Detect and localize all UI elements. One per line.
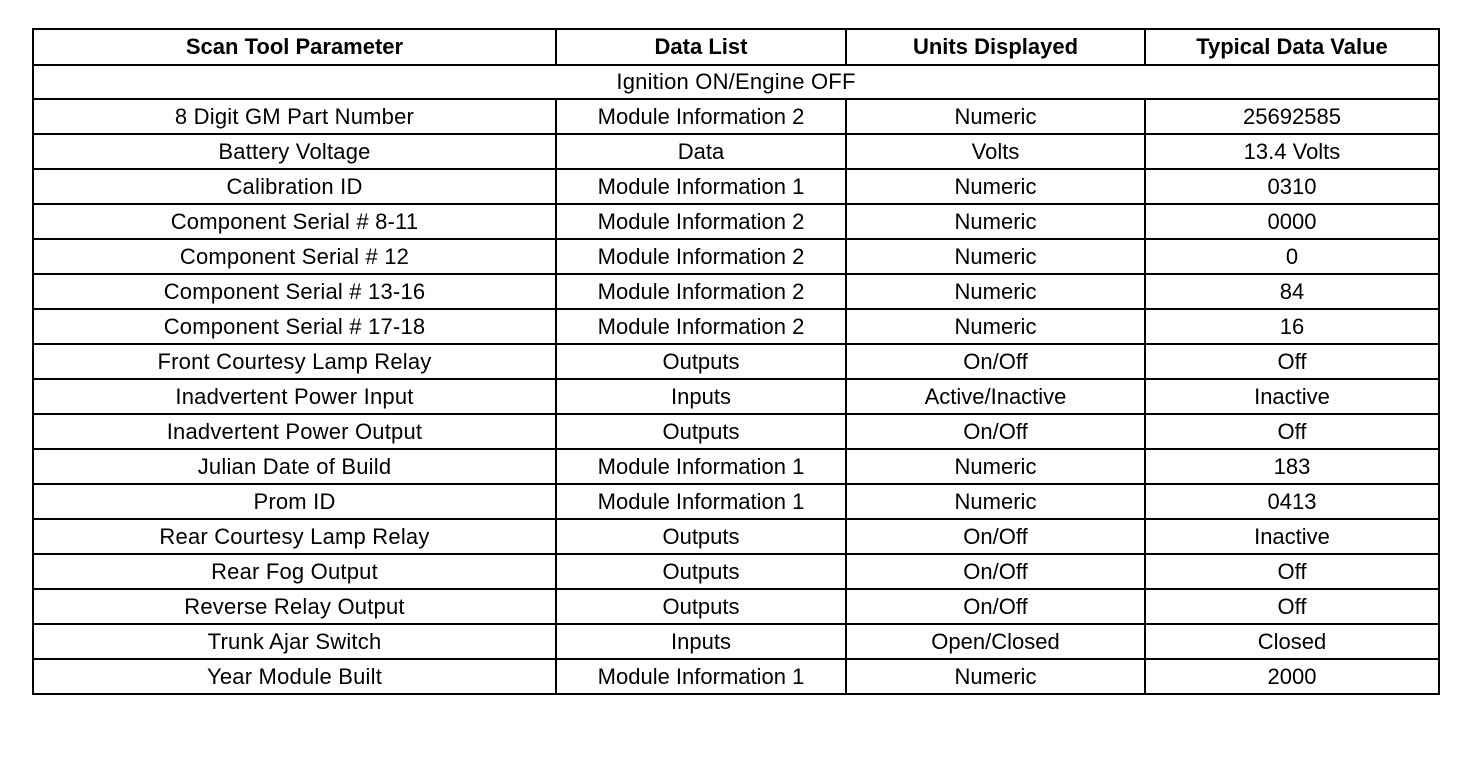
table-row bbox=[33, 449, 1439, 484]
cell-data-list: Module Information 2 bbox=[556, 239, 846, 274]
cell-typical-data-value: 84 bbox=[1145, 274, 1439, 309]
cell-units-displayed: Numeric bbox=[846, 239, 1145, 274]
cell-typical-data-value: 183 bbox=[1145, 449, 1439, 484]
cell-scan-tool-parameter: Calibration ID bbox=[33, 169, 556, 204]
cell-units-displayed: Numeric bbox=[846, 99, 1145, 134]
cell-typical-data-value: Inactive bbox=[1145, 379, 1439, 414]
cell-typical-data-value: 0413 bbox=[1145, 484, 1439, 519]
cell-scan-tool-parameter: Inadvertent Power Output bbox=[33, 414, 556, 449]
cell-scan-tool-parameter: Component Serial # 13-16 bbox=[33, 274, 556, 309]
table-row bbox=[33, 239, 1439, 274]
table-row bbox=[33, 274, 1439, 309]
cell-scan-tool-parameter: Component Serial # 17-18 bbox=[33, 309, 556, 344]
table-row bbox=[33, 169, 1439, 204]
table-row bbox=[33, 414, 1439, 449]
cell-data-list: Module Information 2 bbox=[556, 274, 846, 309]
header-scan-tool-parameter: Scan Tool Parameter bbox=[33, 29, 556, 65]
cell-units-displayed: Numeric bbox=[846, 659, 1145, 694]
cell-data-list: Module Information 1 bbox=[556, 484, 846, 519]
table-row bbox=[33, 309, 1439, 344]
cell-scan-tool-parameter: Rear Fog Output bbox=[33, 554, 556, 589]
cell-typical-data-value: 25692585 bbox=[1145, 99, 1439, 134]
cell-units-displayed: On/Off bbox=[846, 344, 1145, 379]
table-row bbox=[33, 519, 1439, 554]
cell-units-displayed: Active/Inactive bbox=[846, 379, 1145, 414]
cell-units-displayed: Numeric bbox=[846, 169, 1145, 204]
section-label: Ignition ON/Engine OFF bbox=[33, 65, 1439, 99]
cell-data-list: Outputs bbox=[556, 414, 846, 449]
cell-typical-data-value: 0310 bbox=[1145, 169, 1439, 204]
cell-data-list: Module Information 2 bbox=[556, 309, 846, 344]
cell-data-list: Module Information 2 bbox=[556, 204, 846, 239]
table-row bbox=[33, 99, 1439, 134]
cell-typical-data-value: 13.4 Volts bbox=[1145, 134, 1439, 169]
cell-typical-data-value: 0 bbox=[1145, 239, 1439, 274]
cell-data-list: Module Information 1 bbox=[556, 659, 846, 694]
cell-scan-tool-parameter: 8 Digit GM Part Number bbox=[33, 99, 556, 134]
cell-data-list: Module Information 2 bbox=[556, 99, 846, 134]
table-row bbox=[33, 204, 1439, 239]
header-row bbox=[33, 29, 1439, 65]
cell-data-list: Data bbox=[556, 134, 846, 169]
cell-data-list: Outputs bbox=[556, 344, 846, 379]
cell-units-displayed: Numeric bbox=[846, 309, 1145, 344]
cell-typical-data-value: Off bbox=[1145, 554, 1439, 589]
cell-data-list: Inputs bbox=[556, 624, 846, 659]
cell-units-displayed: On/Off bbox=[846, 519, 1145, 554]
header-data-list: Data List bbox=[556, 29, 846, 65]
table-row bbox=[33, 344, 1439, 379]
cell-typical-data-value: 16 bbox=[1145, 309, 1439, 344]
cell-scan-tool-parameter: Year Module Built bbox=[33, 659, 556, 694]
cell-units-displayed: Numeric bbox=[846, 204, 1145, 239]
header-units-displayed: Units Displayed bbox=[846, 29, 1145, 65]
cell-units-displayed: On/Off bbox=[846, 589, 1145, 624]
cell-units-displayed: Volts bbox=[846, 134, 1145, 169]
cell-data-list: Inputs bbox=[556, 379, 846, 414]
cell-data-list: Outputs bbox=[556, 519, 846, 554]
cell-typical-data-value: Off bbox=[1145, 414, 1439, 449]
table-row bbox=[33, 379, 1439, 414]
cell-data-list: Module Information 1 bbox=[556, 169, 846, 204]
table-row bbox=[33, 589, 1439, 624]
section-row bbox=[33, 65, 1439, 99]
cell-units-displayed: On/Off bbox=[846, 414, 1145, 449]
table-row bbox=[33, 624, 1439, 659]
cell-typical-data-value: Inactive bbox=[1145, 519, 1439, 554]
header-typical-data-value: Typical Data Value bbox=[1145, 29, 1439, 65]
cell-typical-data-value: 2000 bbox=[1145, 659, 1439, 694]
cell-units-displayed: Numeric bbox=[846, 449, 1145, 484]
cell-units-displayed: On/Off bbox=[846, 554, 1145, 589]
table-row bbox=[33, 484, 1439, 519]
cell-typical-data-value: Off bbox=[1145, 589, 1439, 624]
cell-typical-data-value: Off bbox=[1145, 344, 1439, 379]
scan-tool-data-table bbox=[32, 28, 1440, 695]
cell-scan-tool-parameter: Inadvertent Power Input bbox=[33, 379, 556, 414]
cell-units-displayed: Open/Closed bbox=[846, 624, 1145, 659]
cell-typical-data-value: Closed bbox=[1145, 624, 1439, 659]
cell-scan-tool-parameter: Prom ID bbox=[33, 484, 556, 519]
table-row bbox=[33, 134, 1439, 169]
cell-scan-tool-parameter: Component Serial # 8-11 bbox=[33, 204, 556, 239]
cell-data-list: Outputs bbox=[556, 589, 846, 624]
cell-scan-tool-parameter: Reverse Relay Output bbox=[33, 589, 556, 624]
cell-scan-tool-parameter: Julian Date of Build bbox=[33, 449, 556, 484]
cell-typical-data-value: 0000 bbox=[1145, 204, 1439, 239]
cell-units-displayed: Numeric bbox=[846, 484, 1145, 519]
cell-data-list: Outputs bbox=[556, 554, 846, 589]
cell-units-displayed: Numeric bbox=[846, 274, 1145, 309]
table-row bbox=[33, 659, 1439, 694]
cell-scan-tool-parameter: Battery Voltage bbox=[33, 134, 556, 169]
cell-scan-tool-parameter: Component Serial # 12 bbox=[33, 239, 556, 274]
cell-scan-tool-parameter: Trunk Ajar Switch bbox=[33, 624, 556, 659]
table-row bbox=[33, 554, 1439, 589]
table-body bbox=[33, 65, 1439, 694]
cell-scan-tool-parameter: Rear Courtesy Lamp Relay bbox=[33, 519, 556, 554]
cell-data-list: Module Information 1 bbox=[556, 449, 846, 484]
cell-scan-tool-parameter: Front Courtesy Lamp Relay bbox=[33, 344, 556, 379]
